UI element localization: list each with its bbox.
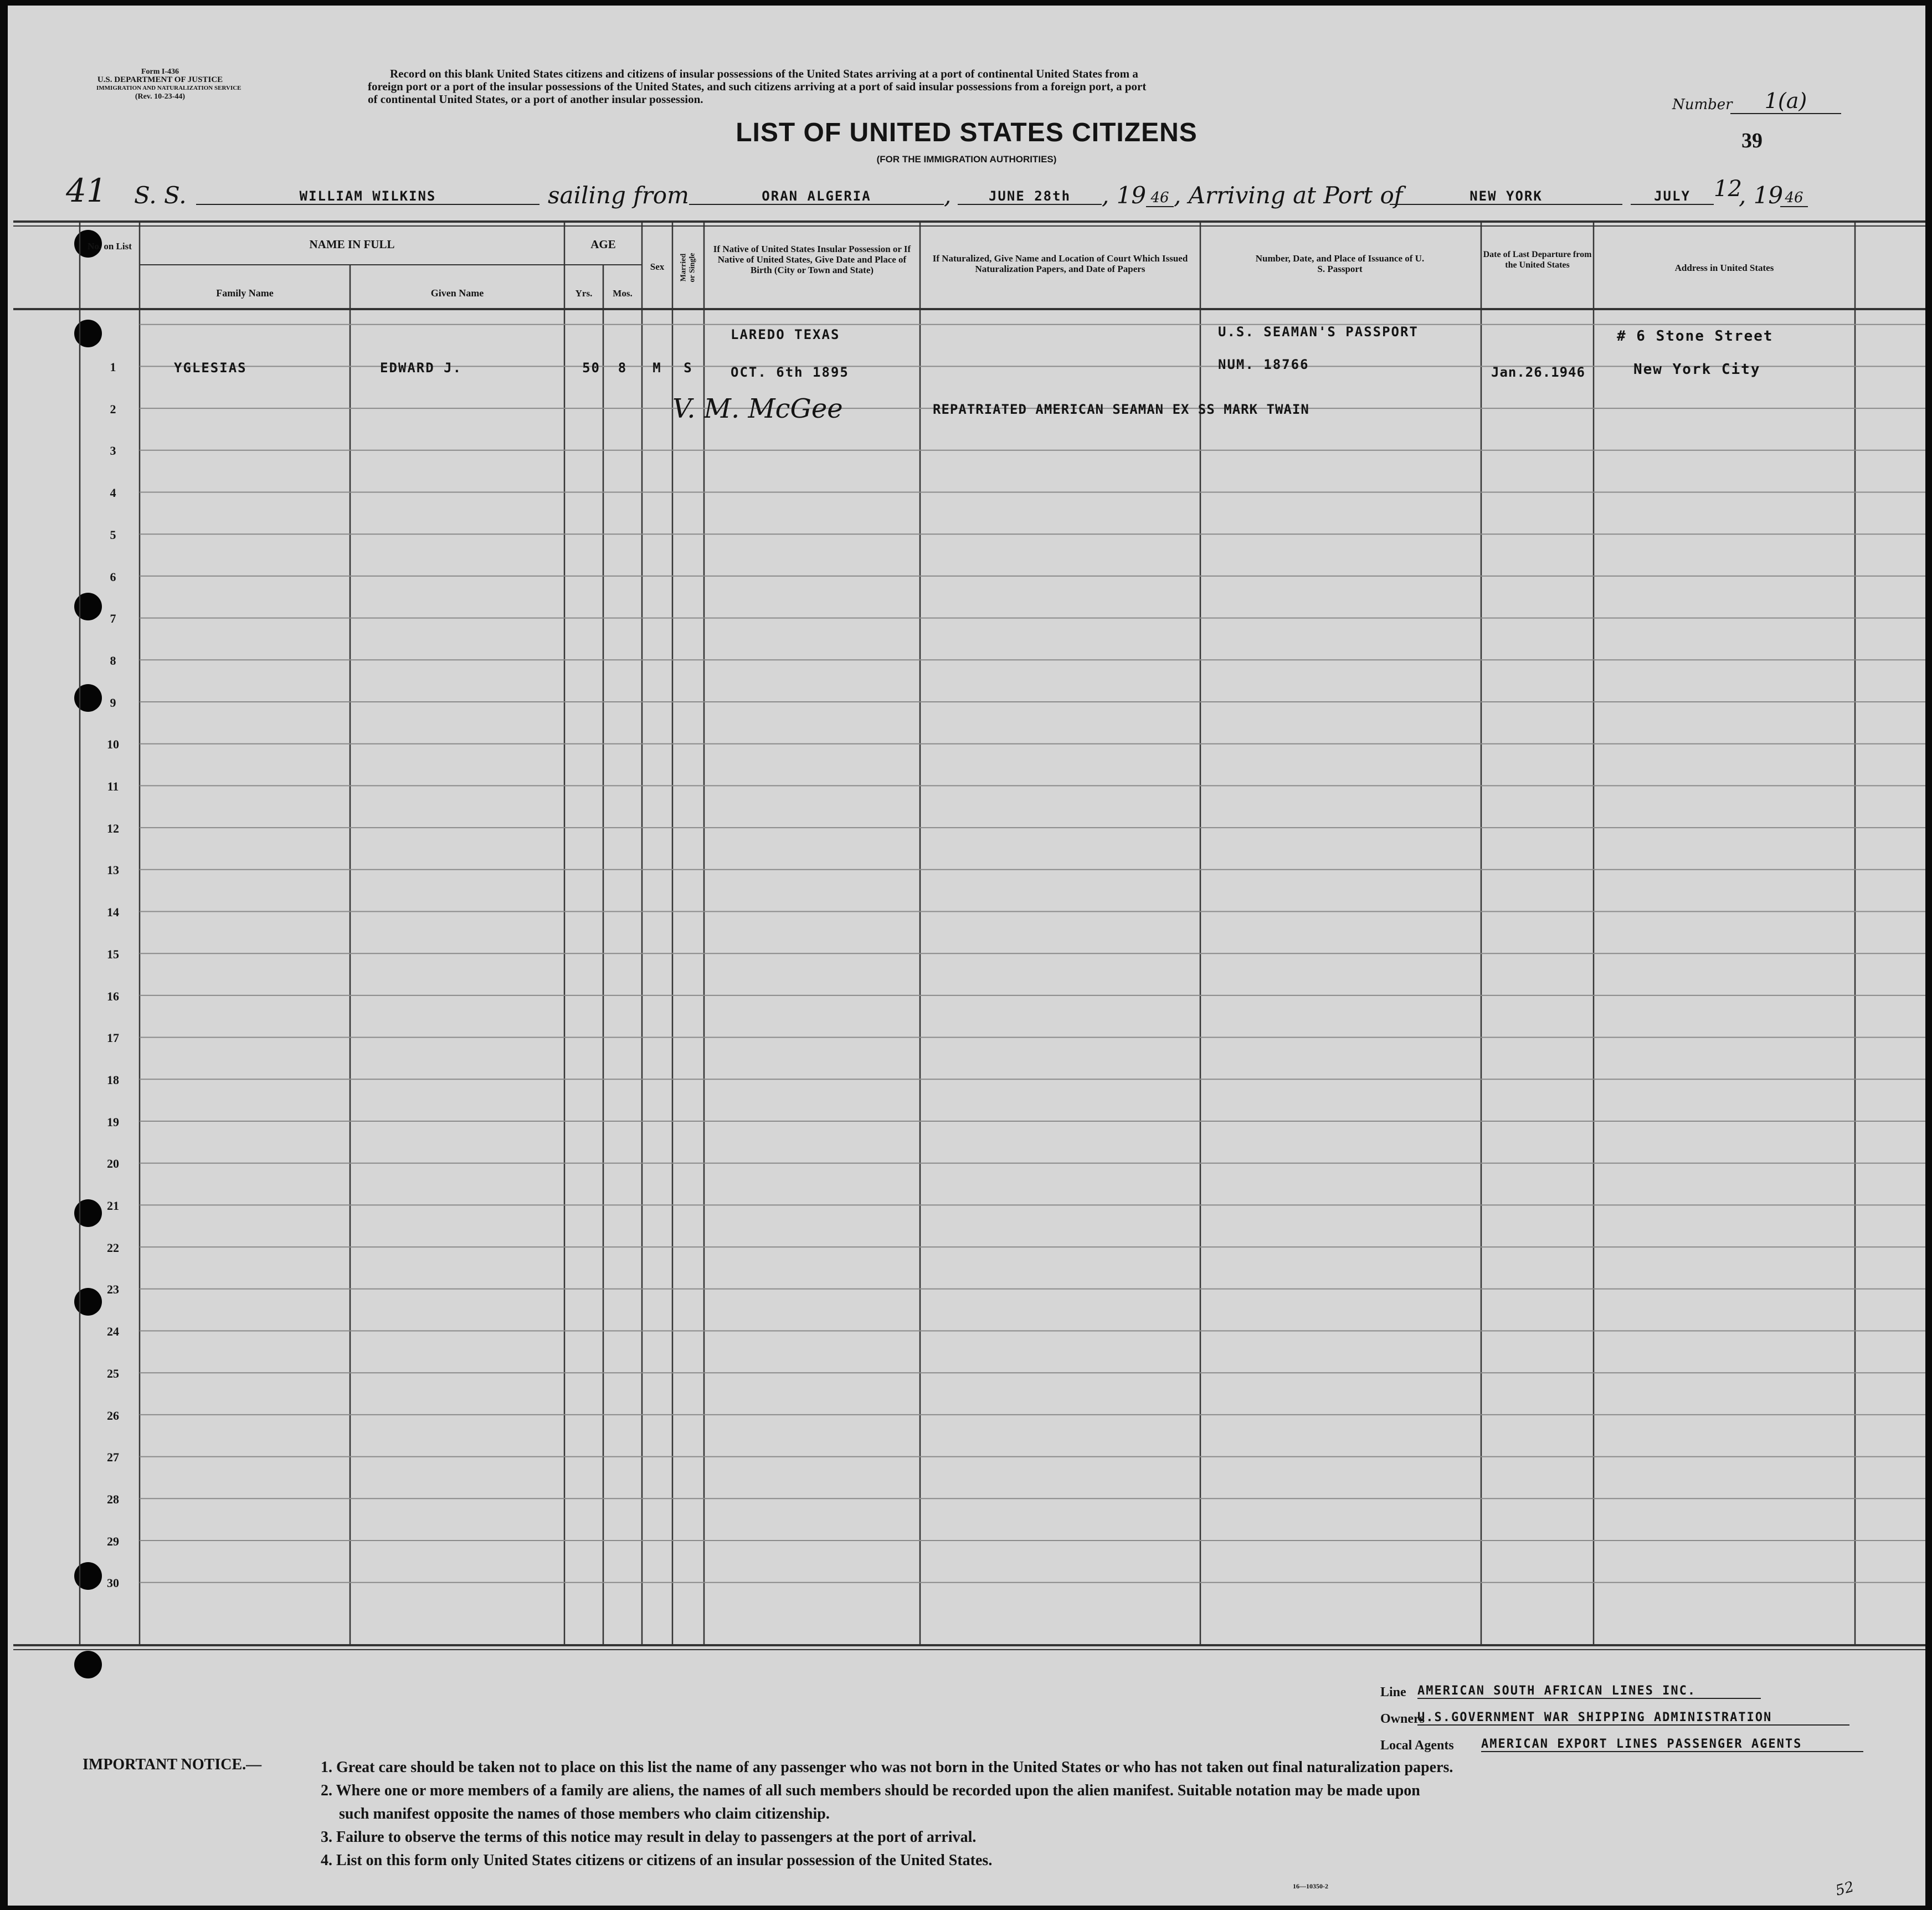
agents-label: Local Agents: [1380, 1738, 1454, 1753]
row-number: 29: [107, 1534, 119, 1548]
row-number: 11: [107, 779, 119, 793]
entry-address-city: New York City: [1633, 361, 1761, 378]
header-family-name: Family Name: [216, 287, 274, 299]
row-number: 2: [110, 402, 116, 416]
line-value: AMERICAN SOUTH AFRICAN LINES INC.: [1417, 1684, 1761, 1699]
notice-item: 1. Great care should be taken not to place on this list the name of any passenger who was not born in the United States or who has not taken out final naturalization papers.: [321, 1759, 1453, 1776]
entry-passport-type: U.S. SEAMAN'S PASSPORT: [1218, 324, 1419, 340]
row-number: 26: [107, 1408, 119, 1423]
number-label: Number: [1672, 96, 1733, 113]
row-number: 17: [107, 1031, 119, 1045]
owners-label: Owners: [1380, 1712, 1425, 1726]
row-number: 25: [107, 1366, 119, 1380]
header-name-in-full: NAME IN FULL: [309, 238, 395, 251]
row-number: 30: [107, 1576, 119, 1590]
entry-passport-number: NUM. 18766: [1218, 357, 1309, 372]
entry-last-departure: Jan.26.1946: [1491, 364, 1585, 380]
number-value: 1(a): [1730, 89, 1841, 114]
row-number: 7: [110, 612, 116, 626]
instruction-line: Record on this blank United States citizens and citizens of insular possessions of the United States arriving at a port of continental United States from a: [390, 67, 1138, 80]
entry-family-name: YGLESIAS: [174, 360, 247, 376]
entry-sex: M: [652, 360, 662, 376]
handwritten-signature: V. M. McGee: [672, 393, 843, 424]
notice-list: [321, 1756, 1453, 1872]
arrival-day: 12: [1714, 176, 1742, 202]
row-number: 5: [110, 527, 116, 542]
header-yrs: Yrs.: [575, 288, 593, 299]
notice-item: 2. Where one or more members of a family are aliens, the names of all such members should be recorded upon the alien manifest. Suitable notation may be made upon: [321, 1782, 1420, 1799]
arriving-label: , Arriving at Port of: [1174, 182, 1403, 209]
row-number: 6: [110, 569, 116, 584]
page-number: 39: [1741, 129, 1763, 152]
instruction-line: of continental United States, or a port of another insular possession.: [368, 93, 703, 106]
row-number: 21: [107, 1199, 119, 1213]
form-number: Form I-436: [141, 68, 179, 76]
ship-name: WILLIAM WILKINS: [196, 188, 539, 205]
manifest-sheet: [8, 6, 1925, 1906]
header-last-departure: Date of Last Departure from the United States: [1483, 250, 1592, 270]
header-mos: Mos.: [613, 288, 633, 299]
row-number: 15: [107, 947, 119, 961]
row-number: 27: [107, 1450, 119, 1465]
entry-given-name: EDWARD J.: [380, 360, 463, 376]
header-no-on-list: No. on List: [88, 241, 132, 251]
row-number: 23: [107, 1282, 119, 1297]
row-number: 13: [107, 863, 119, 877]
entry-age-months: 8: [618, 360, 628, 376]
header-given-name: Given Name: [430, 287, 484, 299]
row-number: 9: [110, 695, 116, 710]
entry-marital-status: S: [684, 360, 693, 376]
entry-birth-place: LAREDO TEXAS: [731, 327, 840, 342]
depart-year-prefix: , 19: [1102, 182, 1147, 209]
form-revision: (Rev. 10-23-44): [135, 93, 186, 101]
row-number: 24: [107, 1324, 119, 1339]
notice-item: such manifest opposite the names of those members who claim citizenship.: [339, 1805, 830, 1822]
notice-item: 4. List on this form only United States citizens or citizens of an insular possession of the United States.: [321, 1852, 993, 1869]
header-sex: Sex: [650, 261, 665, 272]
owners-value: U.S.GOVERNMENT WAR SHIPPING ADMINISTRATION: [1417, 1711, 1849, 1726]
row-number: 20: [107, 1157, 119, 1171]
depart-date: JUNE 28th: [958, 188, 1102, 205]
arrival-date: JULY: [1631, 188, 1714, 205]
arrival-year: 46: [1780, 189, 1808, 207]
notice-label: IMPORTANT NOTICE.—: [83, 1756, 262, 1773]
row-number: 14: [107, 905, 119, 920]
handwritten-prefix: 41: [66, 172, 107, 209]
row-number: 28: [107, 1492, 119, 1506]
page-subtitle: (FOR THE IMMIGRATION AUTHORITIES): [876, 154, 1057, 165]
entry-remark: REPATRIATED AMERICAN SEAMAN EX SS MARK TWAIN: [933, 402, 1309, 417]
header-passport: Number, Date, and Place of Issuance of U. S. Passport: [1255, 253, 1425, 274]
row-number: 16: [107, 989, 119, 1003]
row-number: 1: [110, 360, 116, 374]
row-number: 3: [110, 444, 116, 458]
row-number: 8: [110, 653, 116, 668]
arrival-year-prefix: , 19: [1739, 182, 1784, 209]
header-married-single-text: Married or Single: [679, 253, 697, 283]
print-code: 16—10350-2: [1293, 1882, 1328, 1890]
header-age: AGE: [590, 238, 616, 251]
comma: ,: [944, 182, 952, 209]
row-number: 4: [110, 486, 116, 500]
row-number: 12: [107, 821, 119, 835]
row-number: 18: [107, 1072, 119, 1087]
entry-birth-date: OCT. 6th 1895: [731, 364, 849, 380]
instruction-line: foreign port or a port of the insular possessions of the United States, and such citizens arriving at a port of said insular possessions from a foreign port, a port: [368, 80, 1147, 93]
corner-mark: 52: [1833, 1878, 1856, 1899]
entry-age-years: 50: [582, 360, 600, 376]
line-label: Line: [1380, 1685, 1406, 1700]
ss-label: S. S.: [134, 182, 187, 209]
form-department: U.S. DEPARTMENT OF JUSTICE: [97, 75, 223, 84]
header-naturalized: If Naturalized, Give Name and Location of Court Which Issued Naturalization Papers, and Date of Papers: [932, 253, 1188, 274]
header-married-single: [672, 237, 704, 298]
header-native-birth: If Native of United States Insular Possession or If Native of United States, Give Date and Place of Birth (City or Town and State): [713, 244, 911, 275]
row-number: 19: [107, 1115, 119, 1129]
depart-year: 46: [1146, 189, 1174, 207]
entry-address-street: # 6 Stone Street: [1617, 328, 1774, 345]
sailing-from-label: sailing from: [548, 182, 689, 209]
agents-value: AMERICAN EXPORT LINES PASSENGER AGENTS: [1481, 1737, 1863, 1752]
notice-item: 3. Failure to observe the terms of this notice may result in delay to passengers at the port of arrival.: [321, 1829, 977, 1846]
port-arrival: NEW YORK: [1390, 188, 1622, 205]
row-number: 10: [107, 737, 119, 752]
form-service: IMMIGRATION AND NATURALIZATION SERVICE: [96, 85, 242, 91]
port-from: ORAN ALGERIA: [689, 188, 944, 205]
page-title: LIST OF UNITED STATES CITIZENS: [736, 118, 1198, 147]
row-number: 22: [107, 1240, 119, 1255]
header-address: Address in United States: [1674, 263, 1774, 273]
